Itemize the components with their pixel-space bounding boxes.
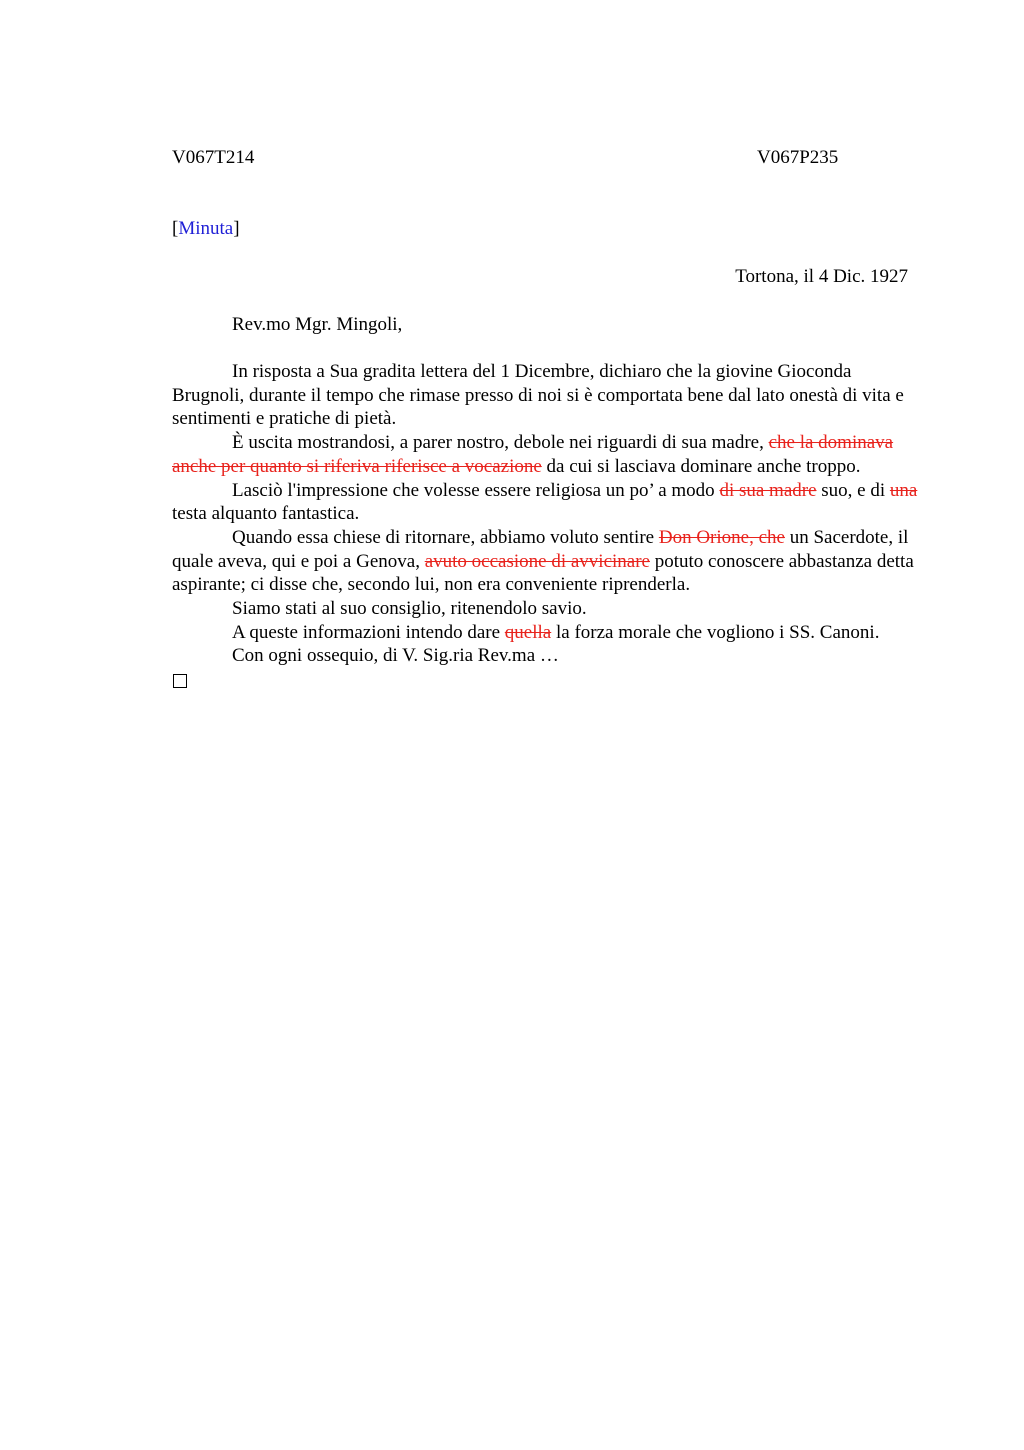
paragraph-6 (172, 621, 924, 645)
paragraph-7 (172, 644, 924, 668)
letter-salutation: Rev.mo Mgr. Mingoli, (232, 314, 403, 335)
text: la forza morale che vogliono i SS. Canoni. (551, 621, 880, 643)
empty-square-icon (173, 674, 187, 688)
letter-date: Tortona, il 4 Dic. 1927 (735, 266, 908, 287)
deleted-text: Don Orione, che (658, 526, 785, 548)
draft-label: Minuta (178, 218, 234, 239)
text: Quando essa chiese di ritornare, abbiamo voluto sentire (232, 526, 659, 548)
text: A queste informazioni intendo dare (232, 621, 505, 643)
deleted-text: quella (504, 621, 552, 643)
draft-annotation (172, 217, 240, 241)
paragraph-1 (172, 360, 924, 431)
text: In risposta a Sua gradita lettera del 1 Dicembre, dichiaro che la giovine Gioconda Brugnoli, durante il tempo che rimase presso di noi si è comportata bene dal lato onestà di vita e sentimenti e pratiche di pietà. (172, 361, 904, 430)
document-code-right: V067P235 (757, 147, 839, 168)
text: da cui si lasciava dominare anche troppo. (541, 455, 861, 477)
open-bracket: [ (172, 218, 179, 239)
text: Lasciò l'impressione che volesse essere religiosa un po’ a modo (232, 479, 720, 501)
paragraph-4 (172, 526, 924, 597)
deleted-text: di sua madre (719, 479, 817, 501)
letter-body (172, 360, 924, 688)
deleted-text: una (889, 479, 918, 501)
text: un Sacerdote, il quale aveva, qui e poi a Genova, (172, 526, 909, 572)
paragraph-2 (172, 431, 924, 478)
deleted-text: avuto occasione di avvicinare (424, 550, 650, 572)
text: È uscita mostrandosi, a parer nostro, debole nei riguardi di sua madre, (232, 432, 769, 454)
text: Con ogni ossequio, di V. Sig.ria Rev.ma … (232, 645, 559, 667)
text: Siamo stati al suo consiglio, ritenendolo savio. (232, 598, 587, 620)
text: testa alquanto fantastica. (172, 503, 360, 525)
deleted-text: che la dominava anche per quanto si riferiva riferisce a vocazione (172, 432, 894, 477)
paragraph-3 (172, 479, 924, 526)
text: suo, e di (816, 479, 890, 501)
close-bracket: ] (233, 218, 240, 239)
document-code-left: V067T214 (172, 147, 255, 168)
paragraph-5 (172, 597, 924, 621)
text: potuto conoscere abbastanza detta aspirante; ci disse che, secondo lui, non era conveniente riprenderla. (172, 550, 914, 596)
